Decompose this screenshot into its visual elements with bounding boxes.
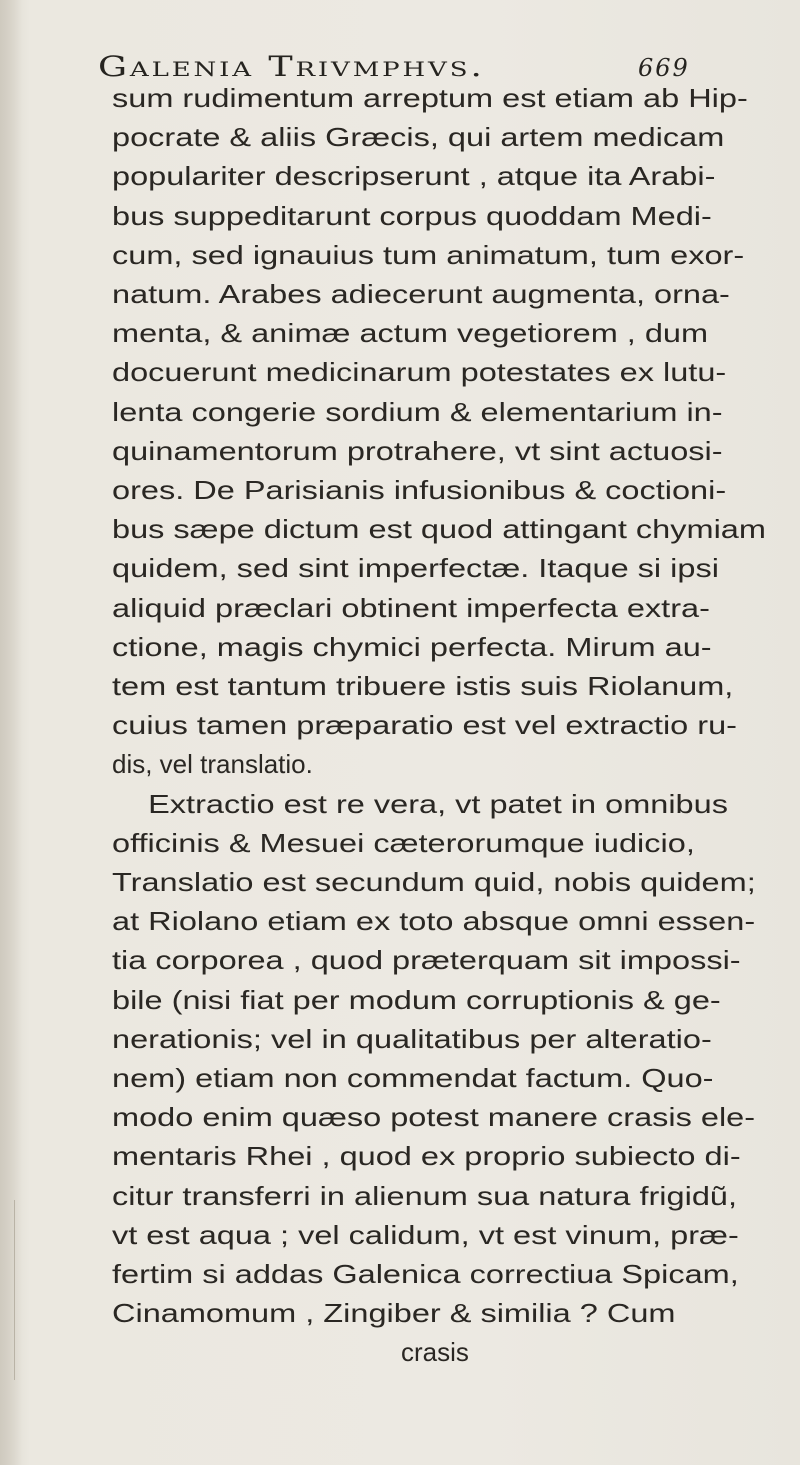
running-title: Galenia Trivmphvs. (98, 50, 485, 83)
text-line: ctione, magis chymici perfecta. Mirum au- (112, 631, 712, 662)
text-line: bile (nisi fiat per modum corruptionis & ge- (112, 984, 721, 1015)
page-number: 669 (638, 54, 690, 82)
text-line: ores. De Parisianis infusionibus & coctioni- (112, 475, 727, 505)
text-line: lenta congerie sordium & elementarium in- (112, 396, 723, 427)
text-line: bus sæpe dictum est quod attingant chymiam (112, 514, 766, 545)
text-line: vt est aqua ; vel calidum, vt est vinum, præ- (112, 1219, 739, 1250)
text-line: nem) etiam non commendat factum. Quo- (112, 1063, 714, 1093)
text-line: cuius tamen præparatio est vel extractio ru- (112, 710, 737, 741)
catchword: crasis (112, 1337, 469, 1368)
text-line: officinis & Mesuei cæterorumque iudicio, (112, 827, 695, 858)
text-line: quinamentorum protrahere, vt sint actuosi- (112, 435, 723, 466)
text-line: sum rudimentum arreptum est etiam ab Hip- (112, 83, 748, 113)
text-line: modo enim quæso potest manere crasis ele- (112, 1102, 756, 1133)
text-line: at Riolano etiam ex toto absque omni essen- (112, 906, 756, 937)
text-line: Translatio est secundum quid, nobis quidem; (112, 867, 756, 897)
text-line: nerationis; vel in qualitatibus per alteratio- (112, 1023, 712, 1054)
text-line: docuerunt medicinarum potestates ex lutu- (112, 357, 727, 388)
text-line: dis, vel translatio. (112, 749, 313, 780)
text-line: menta, & animæ actum vegetiorem , dum (112, 318, 709, 349)
text-line: aliquid præclari obtinent imperfecta extra- (112, 592, 710, 623)
text-line: citur transferri in alienum sua natura frigidũ, (112, 1180, 738, 1211)
text-line: tem est tantum tribuere istis suis Riolanum, (112, 671, 734, 701)
text-line: quidem, sed sint imperfectæ. Itaque si ipsi (112, 553, 719, 584)
text-line: populariter descripserunt , atque ita Arabi- (112, 161, 716, 192)
text-line: Cinamomum , Zingiber & similia ? Cum (112, 1298, 676, 1329)
text-line: mentaris Rhei , quod ex proprio subiecto di- (112, 1141, 741, 1172)
text-line: bus suppeditarunt corpus quoddam Medi- (112, 200, 712, 231)
text-line: fertim si addas Galenica correctiua Spicam, (112, 1259, 739, 1289)
text-line: tia corporea , quod præterquam sit impossi- (112, 945, 741, 976)
text-line: natum. Arabes adiecerunt augmenta, orna- (112, 279, 730, 309)
text-line: cum, sed ignauius tum animatum, tum exor- (112, 239, 745, 270)
margin-mark (14, 1200, 15, 1380)
text-line: Extractio est re vera, vt patet in omnibus (112, 788, 728, 819)
text-line: pocrate & aliis Græcis, qui artem medicam (112, 122, 725, 153)
